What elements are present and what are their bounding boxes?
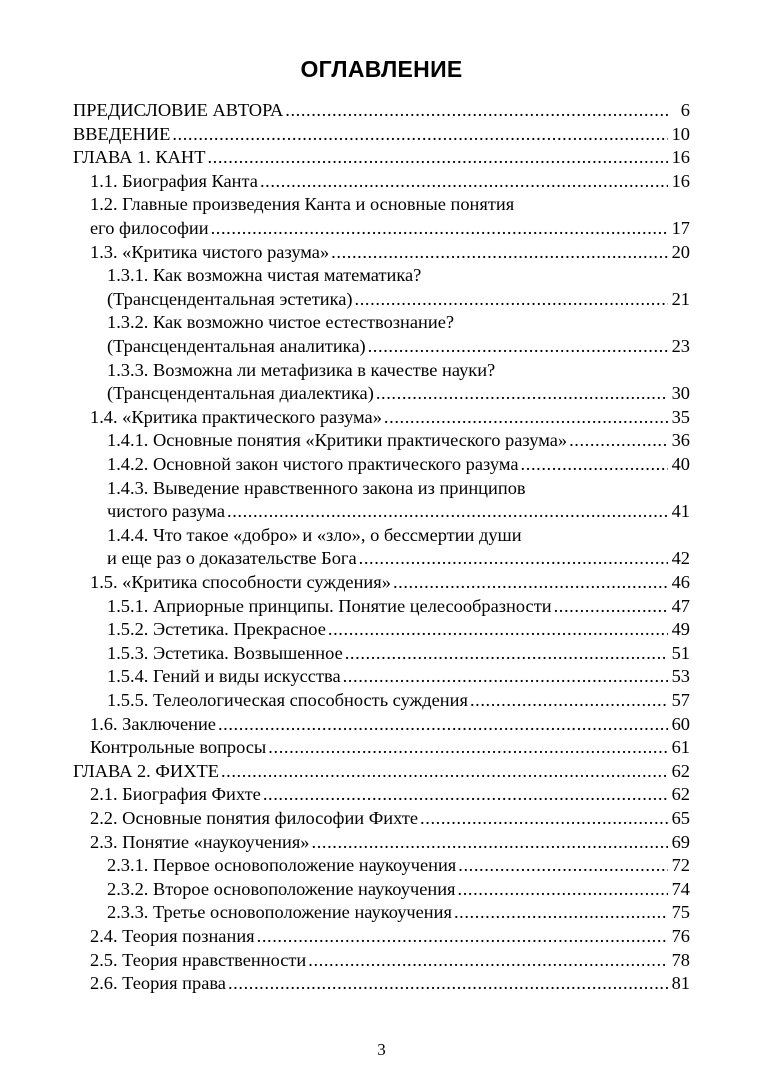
toc-entry-text[interactable]: 1.5. «Критика способности суждения» [90,572,391,592]
leader-dots [454,900,668,924]
leader-dots [376,381,668,405]
toc-entry[interactable] [0,782,763,806]
toc-entry-text[interactable]: 1.5.2. Эстетика. Прекрасное [107,619,326,640]
toc-entry[interactable] [0,405,763,429]
toc-page-number[interactable]: 60 [671,713,690,734]
toc-entry[interactable] [0,971,763,995]
toc-page-number[interactable]: 57 [671,690,690,710]
leader-dots [228,971,668,995]
toc-page-number[interactable]: 78 [671,949,690,970]
page-title: ОГЛАВЛЕНИЕ [300,56,463,82]
toc-entry-text[interactable]: 1.1. Биография Канта [90,170,258,191]
toc-page-number[interactable]: 20 [671,241,690,262]
toc-entry-text[interactable]: ПРЕДИСЛОВИЕ АВТОРА [73,100,284,120]
toc-page-number[interactable]: 61 [671,737,690,758]
toc-entry-text[interactable]: 1.5.1. Априорные принципы. Понятие целесообразности [107,595,552,616]
toc-entry-text[interactable]: 2.6. Теория права [90,973,226,994]
toc-entry-text[interactable]: 2.3. Понятие «наукоучения» [90,831,310,852]
toc-entry-text[interactable]: чистого разума [107,501,225,522]
toc-entry-text[interactable]: 1.6. Заключение [90,713,216,734]
toc-entry[interactable] [0,240,763,264]
toc-entry-text[interactable]: 2.5. Теория нравственности [90,949,307,970]
toc-entry-line [0,523,763,547]
toc-entry[interactable] [0,877,763,901]
toc-entry[interactable] [0,759,763,783]
leader-dots [384,405,668,429]
toc-entry[interactable] [0,617,763,641]
toc-entry[interactable] [0,428,763,452]
toc-page-number[interactable]: 49 [671,619,690,640]
toc-entry[interactable] [0,546,763,570]
toc-entry[interactable] [0,499,763,523]
leader-dots [312,830,668,854]
toc-entry[interactable] [0,145,763,169]
toc-entry-text[interactable]: 1.3.2. Как возможно чистое естествознание? [107,312,455,333]
toc-entry[interactable] [0,712,763,736]
leader-dots [458,877,668,901]
leader-dots [211,216,668,240]
leader-dots [345,641,668,665]
toc-entry-text[interactable]: 1.4.4. Что такое «добро» и «зло», о бессмертии души [107,524,522,545]
toc-entry[interactable] [0,735,763,759]
toc-entry-text[interactable]: 2.4. Теория познания [90,926,255,946]
toc-page-number[interactable]: 10 [671,123,690,144]
toc-page-number[interactable]: 46 [671,572,690,592]
leader-dots [257,924,668,948]
toc-page-number[interactable]: 40 [671,454,690,474]
toc-page-number[interactable]: 75 [671,902,690,923]
toc-page-number[interactable]: 6 [680,100,690,120]
toc-entry[interactable] [0,948,763,972]
toc-entry-text[interactable]: 1.4. «Критика практического разума» [90,406,382,427]
toc-entry-text[interactable]: Контрольные вопросы [90,737,267,758]
toc-entry[interactable] [0,381,763,405]
leader-dots [328,617,668,641]
toc-page-number[interactable]: 17 [671,218,690,238]
toc-entry[interactable] [0,594,763,618]
toc-entry-text[interactable]: 2.3.2. Второе основоположение наукоучения [107,878,456,899]
toc-entry[interactable] [0,334,763,358]
toc-entry-line [0,263,763,287]
toc-page-number[interactable]: 76 [671,926,690,946]
leader-dots [470,688,668,712]
toc-entry-text[interactable]: 1.5.3. Эстетика. Возвышенное [107,642,343,663]
toc-entry-text[interactable]: ВВЕДЕНИЕ [73,123,171,144]
toc-entry-line [0,358,763,382]
toc-entry-text[interactable]: ГЛАВА 2. ФИХТЕ [73,760,219,781]
leader-dots [393,570,668,594]
toc-page-number[interactable]: 69 [671,831,690,852]
leader-dots [260,169,668,193]
toc-page-number[interactable]: 30 [671,383,690,404]
toc-entry[interactable] [0,664,763,688]
leader-dots [420,806,668,830]
leader-dots [268,735,668,759]
toc-entry-text[interactable]: 1.5.5. Телеологическая способность суждения [107,690,468,710]
leader-dots [227,499,668,523]
toc-entry-text[interactable]: (Трансцендентальная эстетика) [107,288,353,309]
toc-entry-line [0,476,763,500]
toc-entry[interactable] [0,641,763,665]
toc-entry-line [0,310,763,334]
toc-entry[interactable] [0,688,763,712]
toc-entry-text[interactable]: и еще раз о доказательстве Бога [107,548,357,569]
toc-entry-text[interactable]: 2.2. Основные понятия философии Фихте [90,808,419,828]
leader-dots [331,240,668,264]
toc-entry-text[interactable]: 2.1. Биография Фихте [90,784,261,805]
toc-page-number[interactable]: 41 [671,501,690,522]
toc-page-number[interactable]: 16 [671,170,690,191]
toc-entry[interactable] [0,570,763,594]
toc-entry[interactable] [0,853,763,877]
toc-entry-text[interactable]: 2.3.3. Третье основоположение наукоучения [107,902,452,923]
toc-entry-line [0,192,763,216]
toc-page-number[interactable]: 47 [671,595,690,616]
toc-entry-text[interactable]: 1.3. «Критика чистого разума» [90,241,330,262]
leader-dots [221,759,668,783]
toc-entry-text[interactable]: ГЛАВА 1. КАНТ [73,147,206,168]
leader-dots [207,145,668,169]
toc-entry-text[interactable]: (Трансцендентальная аналитика) [107,336,366,356]
toc-page-number[interactable]: 65 [671,808,690,828]
toc-entry-text[interactable]: 1.2. Главные произведения Канта и основные понятия [90,194,515,215]
toc-entry[interactable] [0,830,763,854]
toc-page-number[interactable]: 23 [671,336,690,356]
toc-entry-text[interactable]: 1.5.4. Гений и виды искусства [107,666,341,687]
toc-entry-text[interactable]: 1.4.3. Выведение нравственного закона из принципов [107,477,526,498]
toc-page-number[interactable]: 51 [671,642,690,663]
toc-entry[interactable] [0,216,763,240]
toc-page-number[interactable]: 62 [671,760,690,781]
leader-dots [263,782,668,806]
leader-dots [569,428,668,452]
toc-entry[interactable] [0,169,763,193]
leader-dots [458,853,668,877]
toc-page-number[interactable]: 62 [671,784,690,805]
leader-dots [172,122,668,146]
leader-dots [308,948,668,972]
leader-dots [368,334,668,358]
toc-entry[interactable] [0,122,763,146]
toc-page-number[interactable]: 81 [671,973,690,994]
leader-dots [218,712,668,736]
toc-entry-text[interactable]: 1.3.3. Возможна ли метафизика в качестве науки? [107,359,496,380]
toc-page-number[interactable]: 36 [671,430,690,451]
toc-page-number[interactable]: 42 [671,548,690,569]
toc-entry[interactable] [0,806,763,830]
page-number: 3 [377,1040,386,1059]
toc-entry-text[interactable]: 1.4.2. Основной закон чистого практического разума [107,454,519,474]
toc-page-number[interactable]: 72 [671,855,690,876]
leader-dots [285,98,668,122]
toc-page-number[interactable]: 16 [671,147,690,168]
leader-dots [359,546,668,570]
leader-dots [521,452,668,476]
toc-entry[interactable] [0,924,763,948]
toc-page-number[interactable]: 53 [671,666,690,687]
leader-dots [355,287,668,311]
toc-entry-text[interactable]: 2.3.1. Первое основоположение наукоучения [107,855,457,876]
toc-page-number[interactable]: 35 [671,406,690,427]
toc-page-number[interactable]: 21 [671,288,690,309]
toc-entry[interactable] [0,98,763,122]
toc-entry-text[interactable]: его философии [90,218,209,238]
toc-entry[interactable] [0,452,763,476]
leader-dots [343,664,668,688]
toc-entry-text[interactable]: 1.3.1. Как возможна чистая математика? [107,265,422,286]
toc-page-number[interactable]: 74 [671,878,690,899]
toc-entry[interactable] [0,900,763,924]
leader-dots [554,594,668,618]
toc-entry-text[interactable]: (Трансцендентальная диалектика) [107,383,374,404]
toc-entry[interactable] [0,287,763,311]
toc-entry-text[interactable]: 1.4.1. Основные понятия «Критики практического разума» [107,430,568,451]
